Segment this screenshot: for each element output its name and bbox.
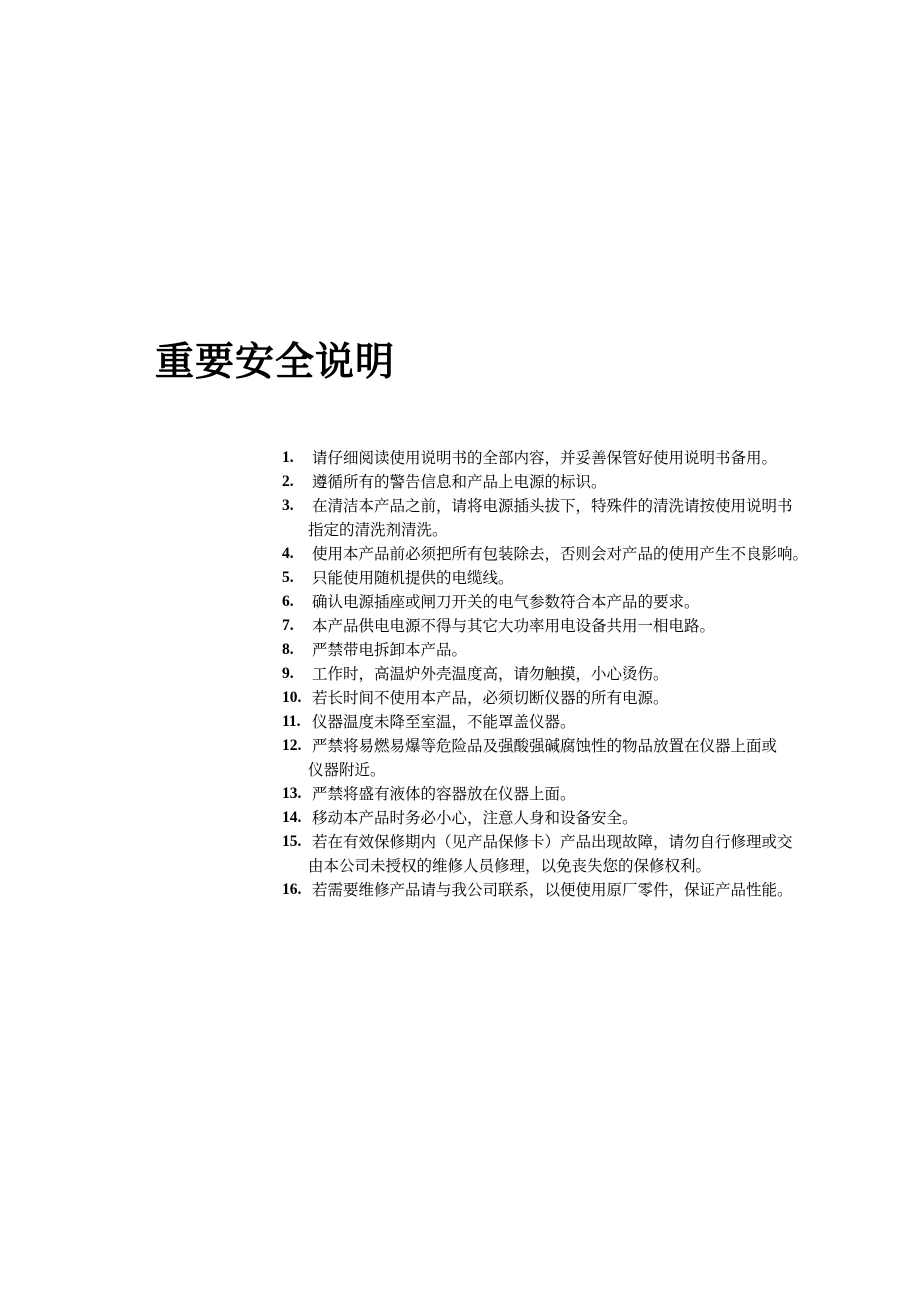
item-text: 严禁将盛有液体的容器放在仪器上面。 [312, 785, 576, 803]
item-text: 工作时，高温炉外壳温度高，请勿触摸，小心烫伤。 [312, 665, 669, 683]
instruction-item-4 [282, 542, 842, 566]
item-number: 15. [282, 833, 302, 850]
instruction-item-10 [282, 686, 842, 710]
item-number: 4. [282, 545, 294, 562]
item-text-continuation: 仪器附近。 [308, 761, 386, 779]
page-title: 重要安全说明 [155, 340, 396, 385]
item-number: 7. [282, 617, 294, 634]
instruction-item-1 [282, 446, 842, 470]
item-text-continuation: 指定的清洗剂清洗。 [308, 521, 448, 539]
instruction-item-9 [282, 662, 842, 686]
instruction-item-11 [282, 710, 842, 734]
item-text: 仪器温度未降至室温，不能罩盖仪器。 [312, 713, 576, 731]
item-text: 只能使用随机提供的电缆线。 [312, 569, 514, 587]
item-text: 若长时间不使用本产品，必须切断仪器的所有电源。 [312, 689, 669, 707]
item-number: 1. [282, 449, 294, 466]
safety-instruction-list [282, 446, 842, 902]
item-number: 3. [282, 497, 294, 514]
item-text: 移动本产品时务必小心，注意人身和设备安全。 [312, 809, 638, 827]
item-number: 6. [282, 593, 294, 610]
item-number: 13. [282, 785, 302, 802]
instruction-item-12 [282, 734, 842, 782]
item-text: 严禁带电拆卸本产品。 [312, 641, 468, 659]
item-number: 16. [282, 881, 302, 898]
item-number: 14. [282, 809, 302, 826]
item-text: 遵循所有的警告信息和产品上电源的标识。 [312, 473, 607, 491]
instruction-item-15 [282, 830, 842, 878]
item-number: 8. [282, 641, 294, 658]
item-number: 12. [282, 737, 302, 754]
item-number: 5. [282, 569, 294, 586]
instruction-item-5 [282, 566, 842, 590]
item-text: 确认电源插座或闸刀开关的电气参数符合本产品的要求。 [312, 593, 700, 611]
instruction-item-2 [282, 470, 842, 494]
item-text: 若需要维修产品请与我公司联系，以便使用原厂零件，保证产品性能。 [312, 881, 793, 899]
item-number: 10. [282, 689, 302, 706]
instruction-item-6 [282, 590, 842, 614]
instruction-item-7 [282, 614, 842, 638]
instruction-item-3 [282, 494, 842, 542]
instruction-item-14 [282, 806, 842, 830]
item-text: 严禁将易燃易爆等危险品及强酸强碱腐蚀性的物品放置在仪器上面或 [312, 737, 778, 755]
item-number: 11. [282, 713, 301, 730]
item-number: 9. [282, 665, 294, 682]
instruction-item-16 [282, 878, 842, 902]
instruction-item-13 [282, 782, 842, 806]
instruction-item-8 [282, 638, 842, 662]
item-number: 2. [282, 473, 294, 490]
item-text: 使用本产品前必须把所有包装除去，否则会对产品的使用产生不良影响。 [312, 545, 809, 563]
item-text: 本产品供电电源不得与其它大功率用电设备共用一相电路。 [312, 617, 716, 635]
item-text: 若在有效保修期内（见产品保修卡）产品出现故障，请勿自行修理或交 [312, 833, 793, 851]
item-text: 请仔细阅读使用说明书的全部内容，并妥善保管好使用说明书备用。 [312, 449, 778, 467]
item-text-continuation: 由本公司未授权的维修人员修理，以免丧失您的保修权利。 [308, 857, 712, 875]
item-text: 在清洁本产品之前，请将电源插头拔下，特殊件的清洗请按使用说明书 [312, 497, 793, 515]
